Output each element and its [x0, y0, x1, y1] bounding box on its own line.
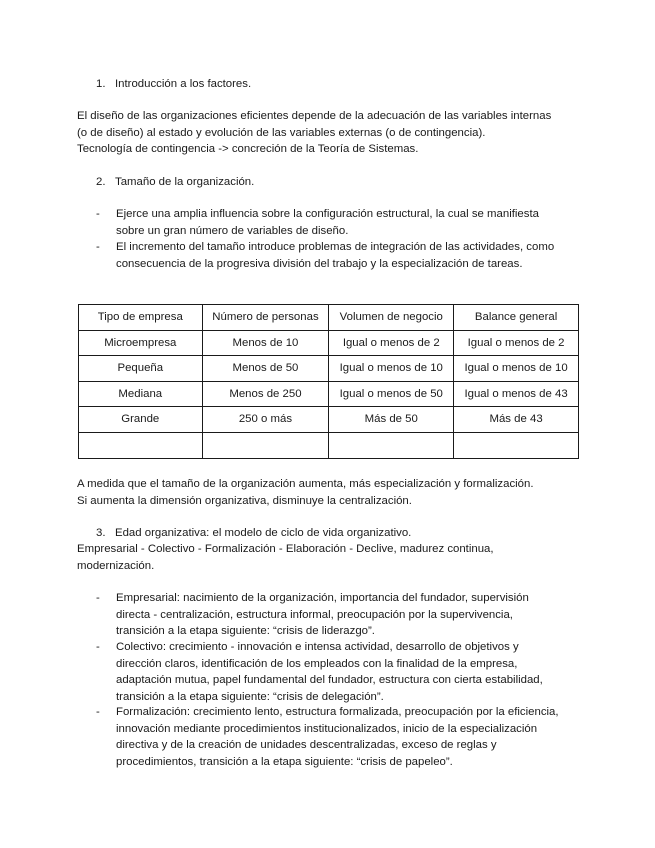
bullet-line: innovación mediante procedimientos institucionalizados, inicio de la especialización — [116, 722, 538, 735]
bullet-dash: - — [96, 706, 100, 718]
bullet-text — [116, 206, 539, 239]
table-cell: Microempresa — [79, 330, 203, 356]
table-row — [79, 330, 579, 356]
section-2-number: 2. — [96, 176, 106, 188]
paragraph-line: modernización. — [77, 559, 155, 572]
bullet-line: El incremento del tamaño introduce problemas de integración de las actividades, como — [116, 241, 555, 253]
section-1-title: Introducción a los factores. — [115, 78, 252, 90]
table-cell: Menos de 10 — [202, 330, 329, 356]
bullet-line: directa - centralización, estructura informal, preocupación por la supervivencia, — [116, 608, 513, 621]
table-cell: Más de 43 — [454, 407, 579, 433]
section-2-title: Tamaño de la organización. — [115, 176, 255, 188]
bullet-text — [116, 639, 543, 705]
section-1-paragraph — [77, 108, 597, 158]
bullet-dash: - — [96, 208, 100, 220]
table-cell: Menos de 50 — [202, 356, 329, 382]
table-cell: 250 o más — [202, 407, 329, 433]
paragraph-line: Tecnología de contingencia -> concreción de la Teoría de Sistemas. — [77, 143, 419, 155]
bullet-line: dirección claros, identificación de los empleados con la finalidad de la empresa, — [116, 657, 518, 670]
bullet-line: transición a la etapa siguiente: “crisis de liderazgo”. — [116, 625, 375, 637]
paragraph-line: Empresarial - Colectivo - Formalización - Elaboración - Declive, madurez continua, — [77, 543, 494, 555]
table-cell: Igual o menos de 50 — [329, 381, 454, 407]
table-header-cell: Balance general — [454, 305, 579, 331]
table-header-row — [79, 305, 579, 331]
table-cell: Igual o menos de 2 — [329, 330, 454, 356]
section-2-after-paragraph — [77, 476, 597, 509]
section-3-number: 3. — [96, 527, 106, 539]
bullet-dash: - — [96, 241, 100, 253]
table-row — [79, 381, 579, 407]
table-cell — [202, 432, 329, 458]
bullet-text — [116, 704, 559, 770]
section-2-heading — [96, 174, 254, 191]
table-cell: Grande — [79, 407, 203, 433]
table-row-empty — [79, 432, 579, 458]
section-1-heading — [96, 76, 251, 93]
bullet-line: Formalización: crecimiento lento, estructura formalizada, preocupación por la eficiencia, — [116, 706, 559, 718]
table-cell: Igual o menos de 2 — [454, 330, 579, 356]
section-1-number: 1. — [96, 78, 106, 90]
table-cell: Mediana — [79, 381, 203, 407]
table-header-cell: Número de personas — [202, 305, 329, 331]
section-3-title: Edad organizativa: el modelo de ciclo de vida organizativo. — [115, 527, 412, 539]
table-row — [79, 407, 579, 433]
table-header-cell: Tipo de empresa — [79, 305, 203, 331]
bullet-text — [116, 239, 554, 272]
table-cell: Más de 50 — [329, 407, 454, 433]
bullet-line: directiva y de la creación de unidades descentralizadas, exceso de reglas y — [116, 739, 497, 751]
table-cell: Menos de 250 — [202, 381, 329, 407]
section-3-heading — [96, 525, 411, 542]
bullet-dash: - — [96, 592, 100, 604]
paragraph-line: Si aumenta la dimensión organizativa, disminuye la centralización. — [77, 494, 412, 507]
table-cell — [79, 432, 203, 458]
table-cell — [454, 432, 579, 458]
bullet-dash: - — [96, 641, 100, 653]
table-cell: Igual o menos de 10 — [329, 356, 454, 382]
table-header-cell: Volumen de negocio — [329, 305, 454, 331]
bullet-line: Ejerce una amplia influencia sobre la configuración estructural, la cual se manifiesta — [116, 208, 539, 220]
bullet-line: sobre un gran número de variables de diseño. — [116, 224, 349, 237]
bullet-line: Empresarial: nacimiento de la organización, importancia del fundador, supervisión — [116, 592, 529, 604]
table-cell: Igual o menos de 10 — [454, 356, 579, 382]
table-cell — [329, 432, 454, 458]
table-cell: Pequeña — [79, 356, 203, 382]
paragraph-line: A medida que el tamaño de la organización aumenta, más especialización y formalización. — [77, 478, 534, 490]
bullet-line: consecuencia de la progresiva división del trabajo y la especialización de tareas. — [116, 257, 523, 270]
company-size-table — [78, 304, 579, 459]
table-row — [79, 356, 579, 382]
bullet-line: Colectivo: crecimiento - innovación e intensa actividad, desarrollo de objetivos y — [116, 641, 519, 653]
table-cell: Igual o menos de 43 — [454, 381, 579, 407]
bullet-line: procedimientos, transición a la etapa siguiente: “crisis de papeleo”. — [116, 755, 453, 768]
bullet-line: adaptación mutua, papel fundamental del fundador, estructura con cierta estabilidad, — [116, 674, 543, 686]
section-3-paragraph — [77, 541, 597, 574]
paragraph-line: (o de diseño) al estado y evolución de las variables externas (o de contingencia). — [77, 126, 486, 139]
bullet-text — [116, 590, 529, 640]
paragraph-line: El diseño de las organizaciones eficientes depende de la adecuación de las variables internas — [77, 110, 552, 122]
bullet-line: transición a la etapa siguiente: “crisis de delegación”. — [116, 690, 384, 703]
